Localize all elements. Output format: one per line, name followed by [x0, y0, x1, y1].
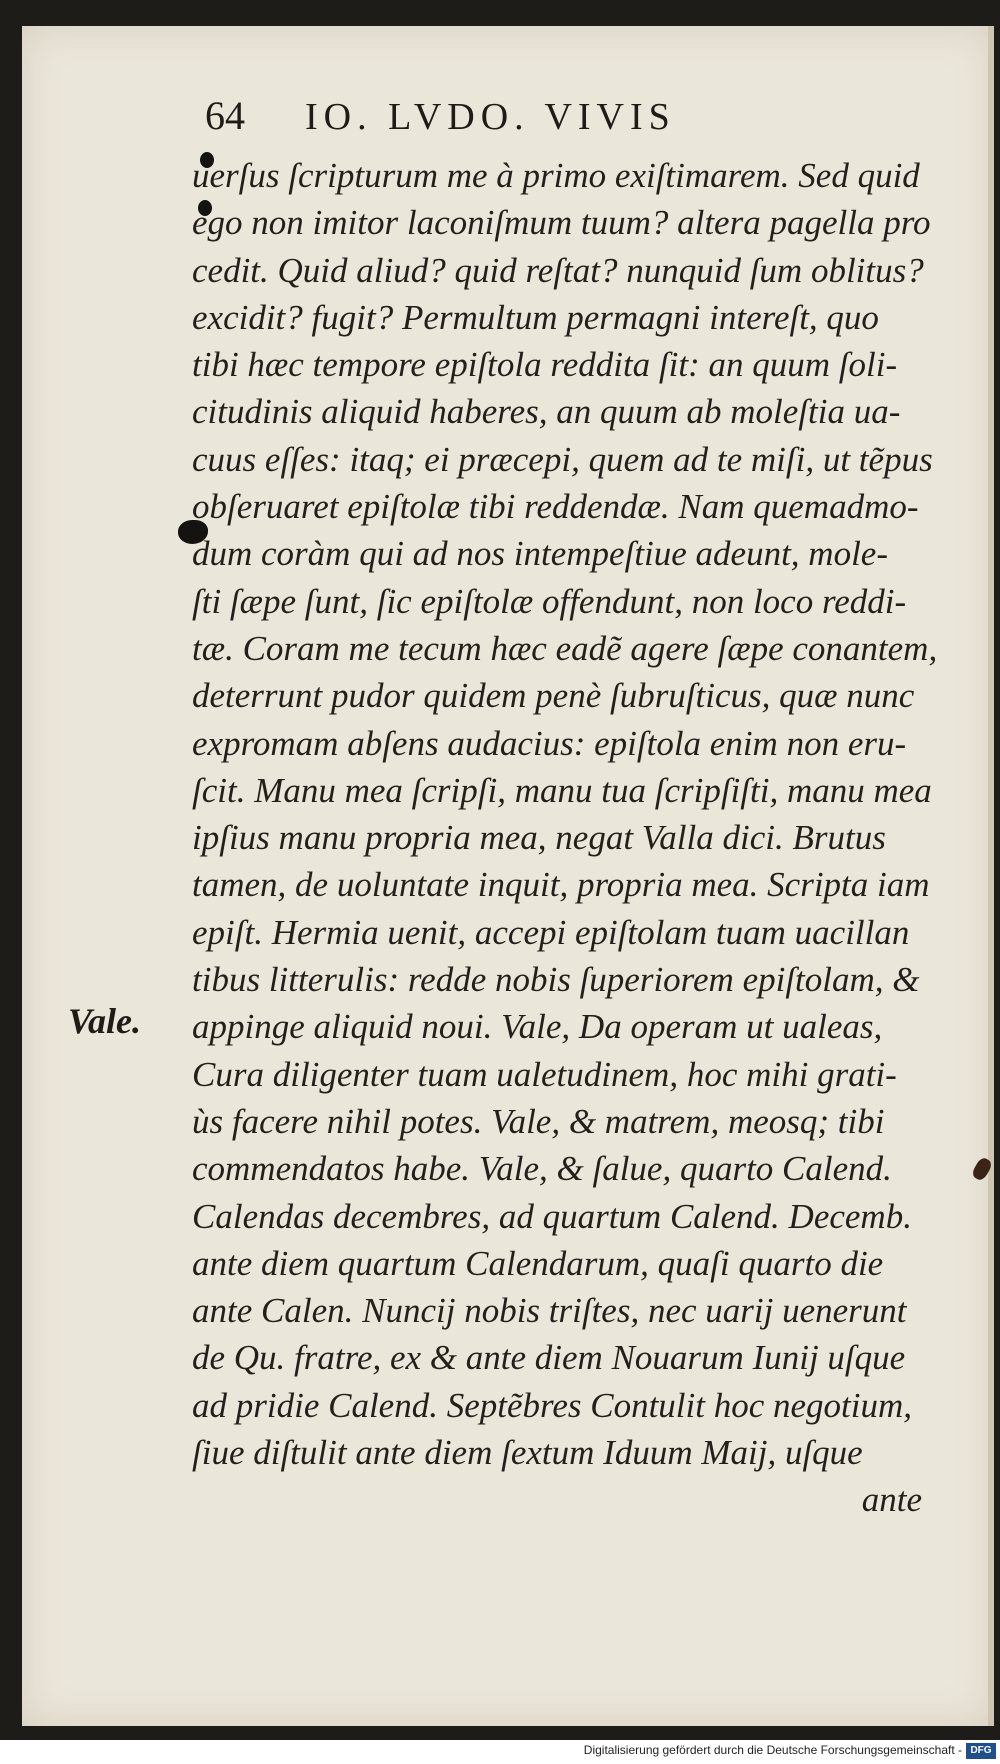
text-line: ſiue diſtulit ante diem ſextum Iduum Maij, uſque: [192, 1433, 863, 1473]
text-line: tibi hæc tempore epiſtola reddita ſit: an quum ſoli-: [192, 345, 898, 385]
text-line: tæ. Coram me tecum hæc eadẽ agere ſæpe conantem,: [192, 628, 938, 668]
text-line: ante diem quartum Calendarum, quaſi quarto die: [192, 1243, 884, 1283]
page-edge: [988, 26, 994, 1726]
catchword: ante: [861, 1480, 922, 1520]
text-line: Calendas decembres, ad quartum Calend. Decemb.: [192, 1196, 912, 1236]
text-line: ùs facere nihil potes. Vale, & matrem, meosq; tibi: [192, 1101, 885, 1141]
marginal-note: Vale.: [68, 1001, 142, 1041]
text-line: dum coràm qui ad nos intempeſtiue adeunt, mole-: [192, 534, 889, 574]
text-line: cedit. Quid aliud? quid reſtat? nunquid ſum oblitus?: [192, 250, 924, 290]
text-line: obſeruaret epiſtolæ tibi reddendæ. Nam quemadmo-: [192, 487, 919, 527]
digitization-footer: [0, 1740, 1000, 1764]
text-line: de Qu. fratre, ex & ante diem Nouarum Iunij uſque: [192, 1338, 906, 1378]
text-line: cuus eſſes: itaq; ei præcepi, quem ad te miſi, ut tẽpus: [192, 439, 933, 479]
text-line: ante Calen. Nuncij nobis triſtes, nec uarij uenerunt: [192, 1291, 907, 1331]
text-line: ego non imitor laconiſmum tuum? altera pagella pro: [192, 203, 931, 243]
text-line: ſcit. Manu mea ſcripſi, manu tua ſcripſiſti, manu mea: [192, 770, 932, 810]
text-line: commendatos habe. Vale, & ſalue, quarto Calend.: [192, 1149, 892, 1189]
text-line: deterrunt pudor quidem penè ſubruſticus, quæ nunc: [192, 676, 915, 716]
running-head: [205, 92, 825, 144]
text-line: citudinis aliquid haberes, an quum ab moleſtia ua-: [192, 392, 901, 432]
body-text: [192, 152, 962, 1552]
running-title: IO. LVDO. VIVIS: [305, 96, 676, 138]
text-line: uerſus ſcripturum me à primo exiſtimarem. Sed quid: [192, 156, 920, 195]
text-line: ad pridie Calend. Septẽbres Contulit hoc negotium,: [192, 1385, 913, 1425]
text-line: ſti ſæpe ſunt, ſic epiſtolæ offendunt, non loco reddi-: [192, 581, 907, 621]
text-line: ipſius manu propria mea, negat Valla dici. Brutus: [192, 818, 886, 858]
text-line: tamen, de uoluntate inquit, propria mea. Scripta iam: [192, 865, 930, 905]
text-line: excidit? fugit? Permultum permagni intereſt, quo: [192, 297, 879, 337]
text-line: appinge aliquid noui. Vale, Da operam ut ualeas,: [192, 1007, 883, 1047]
text-line: epiſt. Hermia uenit, accepi epiſtolam tuam uacillan: [192, 912, 910, 952]
text-line: Cura diligenter tuam ualetudinem, hoc mihi grati-: [192, 1054, 897, 1094]
funding-credit: Digitalisierung gefördert durch die Deutsche Forschungsgemeinschaft -: [583, 1743, 962, 1757]
text-line: expromam abſens audacius: epiſtola enim non eru-: [192, 723, 907, 763]
text-line: tibus litterulis: redde nobis ſuperiorem epiſtolam, &: [192, 960, 920, 1000]
dfg-logo: DFG: [966, 1743, 996, 1759]
page-number: 64: [205, 93, 245, 138]
